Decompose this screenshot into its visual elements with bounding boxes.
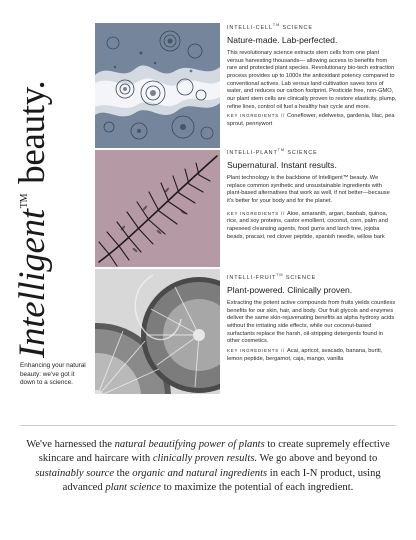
title-word-beauty: beauty.	[12, 80, 53, 184]
section-intelli-plant	[227, 147, 397, 241]
ingredients-label: KEY INGREDIENTS //	[227, 348, 288, 354]
section-heading: Supernatural. Instant results.	[227, 159, 337, 170]
section-body: Plant technology is the backbone of Intelligent™ beauty. We replace common synthetic and unsustainable ingredients with plant-based alternatives that work as well, if not better—because it's better for your body and for the planet.	[227, 174, 390, 204]
closing-emphasis: organic and natural ingredients	[132, 467, 268, 479]
ingredients-list: Coneflower, edelweiss, gardenia, lilac, pea sprout, pennywort	[227, 113, 395, 128]
kicker-name: INTELLI-PLANT	[227, 149, 278, 156]
section-intelli-fruit	[227, 272, 397, 363]
section-body: Extracting the potent active compounds from fruits yields countless benefits for our skin, hair, and body. Our fruit glycols and enzymes deliver the same skin-rejuvenating benefits as alpha hydroxy acids without the irritating side effects, while our coconut-based surfactants replace the harsh, oil-stripping detergents found in other cosmetics.	[227, 299, 396, 345]
ingredients-label: KEY INGREDIENTS //	[227, 113, 288, 119]
section-body: This revolutionary science extracts stem cells from one plant versus harvesting thousands— allowing access to benefits from rare and protected plant species. Revolutionary bio-tech extraction process provides up to 1000x the antioxidant potency compared to conventional actives. Lab versus land cultivation saves tons of water, and reduces our carbon footprint. Pesticide free, non-GMO, our plant stem cells are clinically proven to restore elasticity, plump, refine lines, control oil fuel a healthy hair cycle and more.	[227, 49, 397, 110]
closing-emphasis: clinically proven results.	[152, 453, 258, 465]
kicker-name: INTELLI-CELL	[227, 24, 273, 31]
plant-cell-icon	[95, 23, 220, 148]
fruit-slice-icon	[95, 269, 220, 394]
section-kicker	[227, 147, 397, 157]
section-ingredients	[227, 347, 397, 363]
kicker-mark: TM	[277, 148, 285, 152]
title-word-intelligent: Intelligent	[12, 209, 53, 358]
section-kicker	[227, 272, 397, 282]
kicker-name: INTELLI-FRUIT	[227, 274, 277, 281]
closing-text: to maximize the potential of each ingredient.	[160, 481, 354, 493]
kicker-mark: TM	[276, 273, 284, 277]
kicker-suffix: SCIENCE	[280, 24, 313, 31]
closing-text: in each I-N product, using advanced	[62, 467, 381, 493]
closing-statement	[20, 438, 396, 495]
kicker-mark: TM	[272, 23, 281, 27]
closing-emphasis: sustainably source	[35, 467, 115, 479]
closing-emphasis: plant science	[105, 481, 161, 493]
vertical-title	[2, 80, 64, 358]
closing-text: We go above and beyond to	[257, 453, 378, 465]
trademark-mark: TM	[19, 193, 30, 209]
section-heading: Nature-made. Lab-perfected.	[227, 34, 338, 45]
fern-image	[95, 150, 220, 267]
section-intelli-cell	[227, 22, 397, 129]
section-kicker	[227, 22, 397, 32]
closing-text: the	[114, 467, 133, 479]
side-note: Enhancing your natural beauty: we've got it down to a science.	[20, 362, 86, 387]
section-ingredients	[227, 112, 397, 128]
closing-text: We've harnessed the	[26, 439, 115, 450]
ingredients-list: Acai, apricot, avacado, banana, buriti, lemon peptide, bergamot, caja, mango, vanilla	[227, 348, 383, 362]
divider	[20, 425, 396, 426]
ingredients-list: Aloe, amaranth, argan, baobab, quinoa, rice, and soy proteins, castor emollient, coconut, corn, palm and rapeseed cleansing agents, food gums and larch tree, jojoba beads, pracaxi, red clover peptide, spanish needle, willow bark	[227, 210, 388, 240]
section-ingredients	[227, 210, 397, 242]
closing-emphasis: natural beautifying power of plants	[114, 439, 265, 450]
plant-cell-image	[95, 23, 220, 148]
section-heading: Plant-powered. Clinically proven.	[227, 284, 353, 295]
fern-leaf-icon	[95, 150, 220, 267]
ingredients-label: KEY INGREDIENTS //	[227, 210, 288, 216]
closing-text: to create supremely effective skincare and haircare with	[38, 439, 390, 465]
kicker-suffix: SCIENCE	[284, 149, 318, 156]
fruit-image	[95, 269, 220, 394]
kicker-suffix: SCIENCE	[283, 274, 317, 281]
